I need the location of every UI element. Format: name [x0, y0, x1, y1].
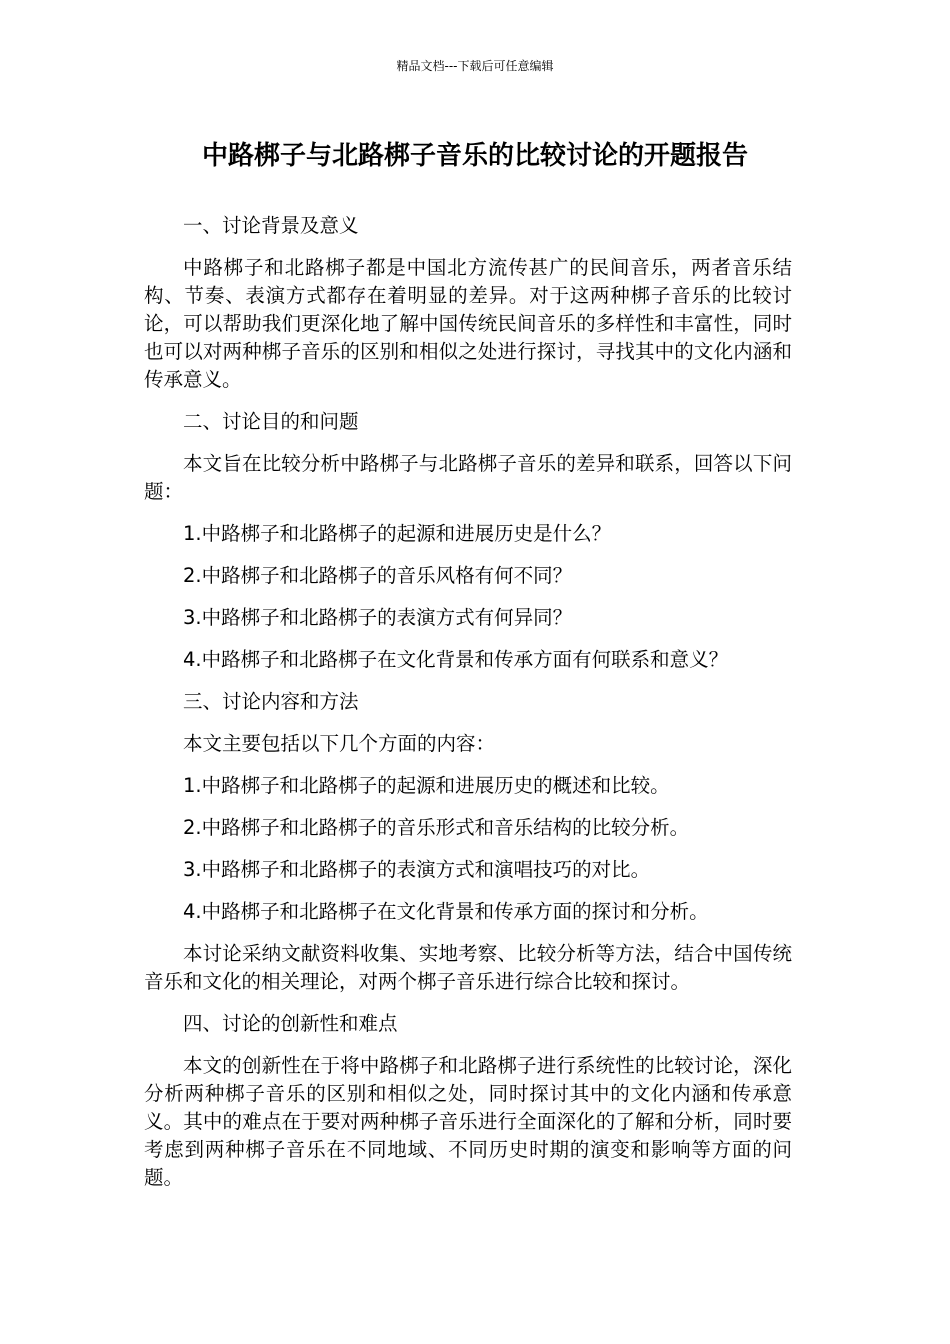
header-note: 精品文档---下载后可任意编辑	[396, 59, 554, 73]
section-heading-innovation: 四、讨论的创新性和难点	[183, 1012, 398, 1035]
paragraph-innovation: 本文的创新性在于将中路梆子和北路梆子进行系统性的比较讨论，深化分析两种梆子音乐的区别和相似之处，同时探讨其中的文化内涵和传承意义。其中的难点在于要对两种梆子音乐进行全面深化的了解和分析，同时要考虑到两种梆子音乐在不同地域、不同历史时期的演变和影响等方面的问题。	[144, 1054, 792, 1189]
paragraph-content-intro: 本文主要包括以下几个方面的内容：	[183, 732, 496, 755]
content-item-2: 2.中路梆子和北路梆子的音乐形式和音乐结构的比较分析。	[183, 816, 690, 839]
document-body	[144, 212, 792, 1206]
question-item-1: 1.中路梆子和北路梆子的起源和进展历史是什么？	[183, 522, 612, 545]
document-title: 中路梆子与北路梆子音乐的比较讨论的开题报告	[201, 141, 748, 171]
question-item-3: 3.中路梆子和北路梆子的表演方式有何异同？	[183, 606, 573, 629]
question-item-2: 2.中路梆子和北路梆子的音乐风格有何不同？	[183, 564, 573, 587]
section-heading-background: 一、讨论背景及意义	[183, 214, 359, 237]
paragraph-background: 中路梆子和北路梆子都是中国北方流传甚广的民间音乐，两者音乐结构、节奏、表演方式都存在着明显的差异。对于这两种梆子音乐的比较讨论，可以帮助我们更深化地了解中国传统民间音乐的多样性和丰富性，同时也可以对两种梆子音乐的区别和相似之处进行探讨，寻找其中的文化内涵和传承意义。	[144, 256, 792, 391]
question-item-4: 4.中路梆子和北路梆子在文化背景和传承方面有何联系和意义？	[183, 648, 729, 671]
section-heading-purpose: 二、讨论目的和问题	[183, 410, 359, 433]
paragraph-method: 本讨论采纳文献资料收集、实地考察、比较分析等方法，结合中国传统音乐和文化的相关理论，对两个梆子音乐进行综合比较和探讨。	[144, 942, 792, 993]
content-item-3: 3.中路梆子和北路梆子的表演方式和演唱技巧的对比。	[183, 858, 651, 881]
section-heading-content-method: 三、讨论内容和方法	[183, 690, 359, 713]
content-item-4: 4.中路梆子和北路梆子在文化背景和传承方面的探讨和分析。	[183, 900, 709, 923]
content-item-1: 1.中路梆子和北路梆子的起源和进展历史的概述和比较。	[183, 774, 670, 797]
paragraph-purpose-intro: 本文旨在比较分析中路梆子与北路梆子音乐的差异和联系，回答以下问题：	[144, 452, 792, 503]
